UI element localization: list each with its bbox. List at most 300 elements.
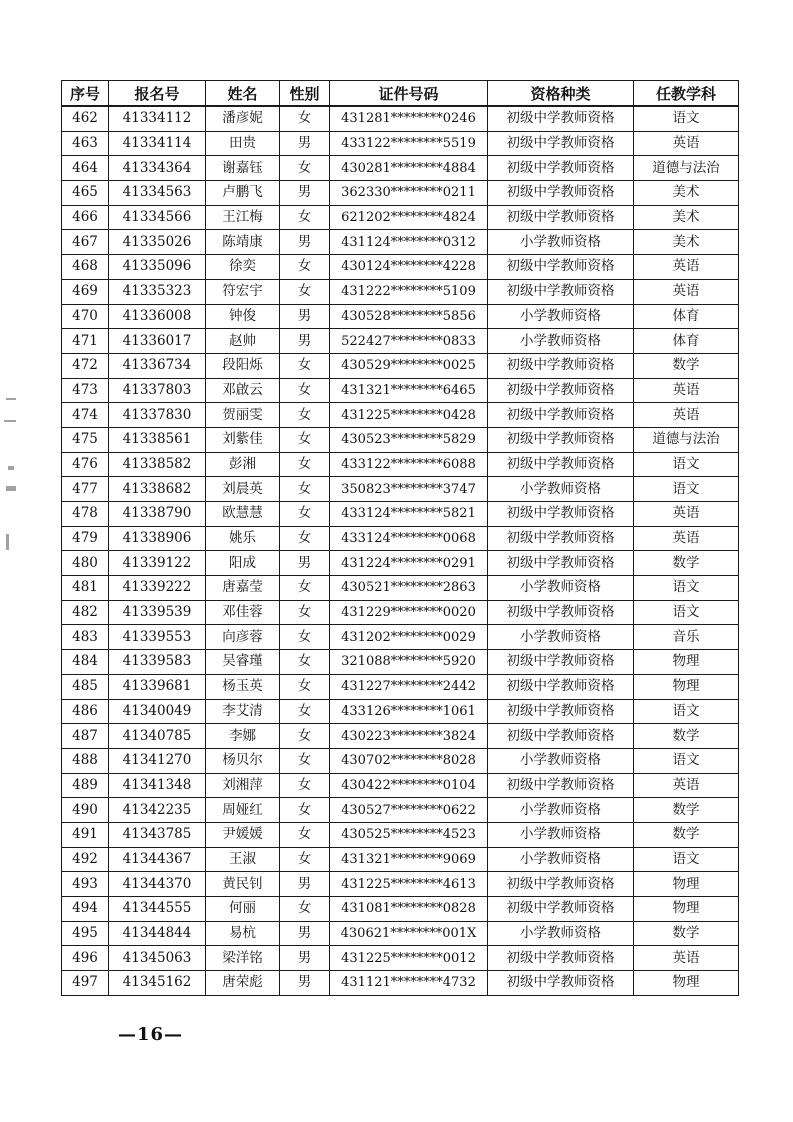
cell-subject: 语文 <box>634 452 739 477</box>
cell-name: 王江梅 <box>206 205 280 230</box>
cell-name: 田贵 <box>206 131 280 156</box>
cell-registration-no: 41334112 <box>109 106 206 131</box>
scan-artifact <box>6 398 16 400</box>
cell-serial: 470 <box>62 304 109 329</box>
cell-gender: 男 <box>280 181 330 206</box>
cell-name: 彭湘 <box>206 452 280 477</box>
table-row <box>62 798 739 823</box>
table-row <box>62 205 739 230</box>
cell-subject: 道德与法治 <box>634 427 739 452</box>
scan-artifact <box>6 534 9 550</box>
roster-table <box>61 80 739 996</box>
cell-serial: 474 <box>62 403 109 428</box>
cell-subject: 英语 <box>634 378 739 403</box>
cell-qualification-type: 小学教师资格 <box>488 625 634 650</box>
cell-serial: 479 <box>62 526 109 551</box>
cell-gender: 女 <box>280 847 330 872</box>
cell-registration-no: 41344555 <box>109 897 206 922</box>
cell-gender: 女 <box>280 255 330 280</box>
table-row <box>62 452 739 477</box>
cell-name: 邓佳蓉 <box>206 600 280 625</box>
table-row <box>62 748 739 773</box>
cell-id-number: 431224********0291 <box>330 551 488 576</box>
cell-gender: 女 <box>280 798 330 823</box>
cell-gender: 女 <box>280 822 330 847</box>
cell-name: 尹媛媛 <box>206 822 280 847</box>
cell-id-number: 431281********0246 <box>330 106 488 131</box>
cell-subject: 物理 <box>634 650 739 675</box>
header-serial: 序号 <box>62 81 109 107</box>
cell-id-number: 430223********3824 <box>330 724 488 749</box>
cell-registration-no: 41339583 <box>109 650 206 675</box>
cell-qualification-type: 初级中学教师资格 <box>488 650 634 675</box>
table-row <box>62 378 739 403</box>
cell-gender: 女 <box>280 625 330 650</box>
cell-name: 钟俊 <box>206 304 280 329</box>
cell-qualification-type: 初级中学教师资格 <box>488 872 634 897</box>
cell-name: 符宏宇 <box>206 279 280 304</box>
cell-id-number: 431229********0020 <box>330 600 488 625</box>
cell-subject: 道德与法治 <box>634 156 739 181</box>
cell-subject: 数学 <box>634 822 739 847</box>
cell-gender: 女 <box>280 502 330 527</box>
header-registration-no: 报名号 <box>109 81 206 107</box>
cell-gender: 男 <box>280 230 330 255</box>
cell-name: 邓啟云 <box>206 378 280 403</box>
cell-qualification-type: 初级中学教师资格 <box>488 551 634 576</box>
cell-serial: 495 <box>62 921 109 946</box>
cell-subject: 数学 <box>634 724 739 749</box>
cell-qualification-type: 初级中学教师资格 <box>488 403 634 428</box>
cell-id-number: 431321********9069 <box>330 847 488 872</box>
cell-registration-no: 41344367 <box>109 847 206 872</box>
cell-gender: 男 <box>280 551 330 576</box>
cell-subject: 语文 <box>634 106 739 131</box>
cell-id-number: 430422********0104 <box>330 773 488 798</box>
cell-serial: 478 <box>62 502 109 527</box>
cell-gender: 男 <box>280 872 330 897</box>
cell-registration-no: 41339122 <box>109 551 206 576</box>
table-row <box>62 279 739 304</box>
table-row <box>62 847 739 872</box>
cell-serial: 481 <box>62 576 109 601</box>
cell-gender: 女 <box>280 897 330 922</box>
table-row <box>62 329 739 354</box>
cell-gender: 男 <box>280 946 330 971</box>
table-row <box>62 403 739 428</box>
cell-serial: 490 <box>62 798 109 823</box>
cell-name: 吴睿瑾 <box>206 650 280 675</box>
cell-registration-no: 41338682 <box>109 477 206 502</box>
cell-serial: 480 <box>62 551 109 576</box>
cell-gender: 女 <box>280 699 330 724</box>
cell-subject: 数学 <box>634 798 739 823</box>
cell-id-number: 431202********0029 <box>330 625 488 650</box>
cell-subject: 数学 <box>634 551 739 576</box>
table-row <box>62 353 739 378</box>
table-row <box>62 674 739 699</box>
cell-serial: 476 <box>62 452 109 477</box>
cell-qualification-type: 小学教师资格 <box>488 230 634 255</box>
table-row <box>62 699 739 724</box>
table-row <box>62 897 739 922</box>
cell-registration-no: 41337830 <box>109 403 206 428</box>
cell-qualification-type: 初级中学教师资格 <box>488 773 634 798</box>
cell-registration-no: 41340049 <box>109 699 206 724</box>
cell-name: 何丽 <box>206 897 280 922</box>
cell-gender: 男 <box>280 329 330 354</box>
cell-qualification-type: 初级中学教师资格 <box>488 724 634 749</box>
cell-id-number: 430124********4228 <box>330 255 488 280</box>
cell-serial: 497 <box>62 971 109 996</box>
cell-serial: 477 <box>62 477 109 502</box>
cell-qualification-type: 初级中学教师资格 <box>488 526 634 551</box>
cell-registration-no: 41343785 <box>109 822 206 847</box>
cell-qualification-type: 初级中学教师资格 <box>488 156 634 181</box>
cell-qualification-type: 初级中学教师资格 <box>488 131 634 156</box>
table-row <box>62 181 739 206</box>
table-row <box>62 526 739 551</box>
cell-serial: 464 <box>62 156 109 181</box>
cell-qualification-type: 小学教师资格 <box>488 847 634 872</box>
cell-id-number: 431227********2442 <box>330 674 488 699</box>
cell-registration-no: 41338582 <box>109 452 206 477</box>
cell-subject: 数学 <box>634 353 739 378</box>
cell-id-number: 430529********0025 <box>330 353 488 378</box>
cell-name: 唐嘉莹 <box>206 576 280 601</box>
cell-registration-no: 41339539 <box>109 600 206 625</box>
cell-qualification-type: 小学教师资格 <box>488 822 634 847</box>
cell-qualification-type: 初级中学教师资格 <box>488 971 634 996</box>
cell-gender: 女 <box>280 353 330 378</box>
cell-serial: 473 <box>62 378 109 403</box>
cell-name: 王淑 <box>206 847 280 872</box>
cell-subject: 美术 <box>634 230 739 255</box>
cell-registration-no: 41344844 <box>109 921 206 946</box>
cell-gender: 女 <box>280 427 330 452</box>
table-row <box>62 477 739 502</box>
cell-name: 谢嘉钰 <box>206 156 280 181</box>
cell-qualification-type: 小学教师资格 <box>488 748 634 773</box>
cell-gender: 女 <box>280 477 330 502</box>
table-row <box>62 650 739 675</box>
cell-id-number: 430528********5856 <box>330 304 488 329</box>
cell-serial: 486 <box>62 699 109 724</box>
cell-name: 周娅红 <box>206 798 280 823</box>
header-name: 姓名 <box>206 81 280 107</box>
cell-subject: 体育 <box>634 304 739 329</box>
cell-id-number: 433124********5821 <box>330 502 488 527</box>
cell-serial: 493 <box>62 872 109 897</box>
cell-id-number: 430525********4523 <box>330 822 488 847</box>
cell-id-number: 430521********2863 <box>330 576 488 601</box>
cell-qualification-type: 初级中学教师资格 <box>488 353 634 378</box>
table-row <box>62 971 739 996</box>
cell-serial: 472 <box>62 353 109 378</box>
cell-registration-no: 41339553 <box>109 625 206 650</box>
cell-subject: 语文 <box>634 576 739 601</box>
cell-id-number: 433126********1061 <box>330 699 488 724</box>
cell-registration-no: 41339681 <box>109 674 206 699</box>
cell-registration-no: 41336734 <box>109 353 206 378</box>
cell-subject: 美术 <box>634 181 739 206</box>
cell-name: 刘紫佳 <box>206 427 280 452</box>
cell-name: 欧慧慧 <box>206 502 280 527</box>
cell-serial: 488 <box>62 748 109 773</box>
cell-gender: 女 <box>280 106 330 131</box>
cell-id-number: 431124********0312 <box>330 230 488 255</box>
table-row <box>62 255 739 280</box>
cell-gender: 女 <box>280 748 330 773</box>
scan-artifact <box>8 466 14 470</box>
cell-gender: 男 <box>280 921 330 946</box>
cell-id-number: 430702********8028 <box>330 748 488 773</box>
cell-serial: 467 <box>62 230 109 255</box>
cell-serial: 485 <box>62 674 109 699</box>
cell-serial: 483 <box>62 625 109 650</box>
cell-registration-no: 41336017 <box>109 329 206 354</box>
cell-name: 向彦蓉 <box>206 625 280 650</box>
cell-id-number: 433124********0068 <box>330 526 488 551</box>
cell-gender: 女 <box>280 279 330 304</box>
cell-qualification-type: 小学教师资格 <box>488 329 634 354</box>
cell-gender: 女 <box>280 576 330 601</box>
cell-id-number: 431225********4613 <box>330 872 488 897</box>
cell-registration-no: 41338561 <box>109 427 206 452</box>
cell-id-number: 431121********4732 <box>330 971 488 996</box>
cell-serial: 475 <box>62 427 109 452</box>
cell-name: 黄民钊 <box>206 872 280 897</box>
cell-qualification-type: 初级中学教师资格 <box>488 378 634 403</box>
cell-qualification-type: 小学教师资格 <box>488 304 634 329</box>
table-row <box>62 773 739 798</box>
cell-registration-no: 41341270 <box>109 748 206 773</box>
page-number: —16— <box>118 1024 184 1045</box>
cell-serial: 465 <box>62 181 109 206</box>
table-row <box>62 724 739 749</box>
cell-subject: 物理 <box>634 971 739 996</box>
cell-id-number: 431225********0012 <box>330 946 488 971</box>
cell-gender: 女 <box>280 600 330 625</box>
cell-qualification-type: 初级中学教师资格 <box>488 427 634 452</box>
table-row <box>62 230 739 255</box>
cell-id-number: 433122********6088 <box>330 452 488 477</box>
cell-gender: 女 <box>280 773 330 798</box>
cell-registration-no: 41338906 <box>109 526 206 551</box>
cell-id-number: 431225********0428 <box>330 403 488 428</box>
cell-name: 赵帅 <box>206 329 280 354</box>
table-row <box>62 946 739 971</box>
cell-subject: 英语 <box>634 255 739 280</box>
cell-qualification-type: 小学教师资格 <box>488 477 634 502</box>
cell-registration-no: 41341348 <box>109 773 206 798</box>
cell-name: 姚乐 <box>206 526 280 551</box>
cell-name: 李娜 <box>206 724 280 749</box>
cell-subject: 语文 <box>634 600 739 625</box>
cell-id-number: 522427********0833 <box>330 329 488 354</box>
cell-registration-no: 41340785 <box>109 724 206 749</box>
cell-registration-no: 41334114 <box>109 131 206 156</box>
cell-qualification-type: 初级中学教师资格 <box>488 674 634 699</box>
cell-qualification-type: 初级中学教师资格 <box>488 452 634 477</box>
cell-qualification-type: 初级中学教师资格 <box>488 600 634 625</box>
cell-gender: 女 <box>280 378 330 403</box>
cell-qualification-type: 初级中学教师资格 <box>488 181 634 206</box>
table-body <box>62 106 739 995</box>
cell-qualification-type: 初级中学教师资格 <box>488 106 634 131</box>
cell-name: 徐奕 <box>206 255 280 280</box>
table-header-row <box>62 81 739 107</box>
cell-qualification-type: 小学教师资格 <box>488 576 634 601</box>
header-subject: 任教学科 <box>634 81 739 107</box>
cell-serial: 468 <box>62 255 109 280</box>
cell-id-number: 430527********0622 <box>330 798 488 823</box>
cell-subject: 体育 <box>634 329 739 354</box>
table-row <box>62 502 739 527</box>
cell-registration-no: 41336008 <box>109 304 206 329</box>
table-row <box>62 921 739 946</box>
cell-name: 贺丽雯 <box>206 403 280 428</box>
cell-name: 刘湘萍 <box>206 773 280 798</box>
table-row <box>62 822 739 847</box>
cell-id-number: 430523********5829 <box>330 427 488 452</box>
cell-serial: 491 <box>62 822 109 847</box>
cell-qualification-type: 小学教师资格 <box>488 798 634 823</box>
cell-registration-no: 41344370 <box>109 872 206 897</box>
cell-qualification-type: 初级中学教师资格 <box>488 699 634 724</box>
cell-subject: 英语 <box>634 526 739 551</box>
header-qualification-type: 资格种类 <box>488 81 634 107</box>
cell-name: 易杭 <box>206 921 280 946</box>
cell-gender: 女 <box>280 724 330 749</box>
cell-id-number: 362330********0211 <box>330 181 488 206</box>
cell-subject: 数学 <box>634 921 739 946</box>
cell-registration-no: 41339222 <box>109 576 206 601</box>
cell-name: 梁洋铭 <box>206 946 280 971</box>
cell-name: 潘彦妮 <box>206 106 280 131</box>
cell-registration-no: 41334566 <box>109 205 206 230</box>
cell-serial: 496 <box>62 946 109 971</box>
header-id-number: 证件号码 <box>330 81 488 107</box>
table-row <box>62 106 739 131</box>
cell-qualification-type: 小学教师资格 <box>488 921 634 946</box>
cell-name: 段阳烁 <box>206 353 280 378</box>
cell-subject: 语文 <box>634 477 739 502</box>
table-row <box>62 600 739 625</box>
cell-gender: 男 <box>280 971 330 996</box>
cell-serial: 482 <box>62 600 109 625</box>
cell-serial: 469 <box>62 279 109 304</box>
cell-id-number: 431321********6465 <box>330 378 488 403</box>
header-gender: 性别 <box>280 81 330 107</box>
table-row <box>62 576 739 601</box>
cell-registration-no: 41335323 <box>109 279 206 304</box>
cell-gender: 女 <box>280 205 330 230</box>
cell-gender: 女 <box>280 156 330 181</box>
cell-serial: 487 <box>62 724 109 749</box>
scan-artifact <box>4 420 16 422</box>
cell-serial: 462 <box>62 106 109 131</box>
table-row <box>62 304 739 329</box>
cell-name: 卢鹏飞 <box>206 181 280 206</box>
cell-gender: 女 <box>280 674 330 699</box>
cell-id-number: 321088********5920 <box>330 650 488 675</box>
cell-gender: 男 <box>280 131 330 156</box>
cell-subject: 音乐 <box>634 625 739 650</box>
table-row <box>62 427 739 452</box>
cell-subject: 语文 <box>634 847 739 872</box>
cell-subject: 英语 <box>634 279 739 304</box>
cell-gender: 女 <box>280 452 330 477</box>
cell-name: 杨贝尔 <box>206 748 280 773</box>
table-row <box>62 156 739 181</box>
cell-registration-no: 41342235 <box>109 798 206 823</box>
cell-serial: 489 <box>62 773 109 798</box>
cell-subject: 英语 <box>634 403 739 428</box>
cell-serial: 484 <box>62 650 109 675</box>
cell-subject: 英语 <box>634 773 739 798</box>
cell-subject: 物理 <box>634 872 739 897</box>
cell-id-number: 431222********5109 <box>330 279 488 304</box>
cell-subject: 美术 <box>634 205 739 230</box>
cell-gender: 女 <box>280 526 330 551</box>
cell-qualification-type: 初级中学教师资格 <box>488 205 634 230</box>
cell-registration-no: 41334364 <box>109 156 206 181</box>
cell-subject: 英语 <box>634 131 739 156</box>
cell-qualification-type: 初级中学教师资格 <box>488 946 634 971</box>
table-row <box>62 131 739 156</box>
cell-id-number: 433122********5519 <box>330 131 488 156</box>
cell-gender: 女 <box>280 403 330 428</box>
cell-qualification-type: 初级中学教师资格 <box>488 897 634 922</box>
cell-qualification-type: 初级中学教师资格 <box>488 255 634 280</box>
cell-registration-no: 41335096 <box>109 255 206 280</box>
table-row <box>62 872 739 897</box>
cell-subject: 语文 <box>634 748 739 773</box>
cell-registration-no: 41338790 <box>109 502 206 527</box>
cell-name: 陈靖康 <box>206 230 280 255</box>
cell-serial: 494 <box>62 897 109 922</box>
cell-serial: 492 <box>62 847 109 872</box>
cell-id-number: 431081********0828 <box>330 897 488 922</box>
cell-subject: 英语 <box>634 946 739 971</box>
table-row <box>62 551 739 576</box>
cell-gender: 女 <box>280 650 330 675</box>
cell-registration-no: 41345063 <box>109 946 206 971</box>
cell-registration-no: 41335026 <box>109 230 206 255</box>
cell-qualification-type: 初级中学教师资格 <box>488 502 634 527</box>
cell-name: 阳成 <box>206 551 280 576</box>
cell-qualification-type: 初级中学教师资格 <box>488 279 634 304</box>
cell-id-number: 350823********3747 <box>330 477 488 502</box>
table-row <box>62 625 739 650</box>
cell-subject: 英语 <box>634 502 739 527</box>
cell-registration-no: 41345162 <box>109 971 206 996</box>
cell-name: 唐荣彪 <box>206 971 280 996</box>
cell-subject: 物理 <box>634 897 739 922</box>
cell-id-number: 621202********4824 <box>330 205 488 230</box>
cell-id-number: 430621********001X <box>330 921 488 946</box>
cell-registration-no: 41334563 <box>109 181 206 206</box>
cell-gender: 男 <box>280 304 330 329</box>
cell-subject: 物理 <box>634 674 739 699</box>
cell-subject: 语文 <box>634 699 739 724</box>
scan-artifact <box>6 486 16 491</box>
cell-name: 刘晨英 <box>206 477 280 502</box>
cell-serial: 466 <box>62 205 109 230</box>
cell-serial: 471 <box>62 329 109 354</box>
cell-id-number: 430281********4884 <box>330 156 488 181</box>
